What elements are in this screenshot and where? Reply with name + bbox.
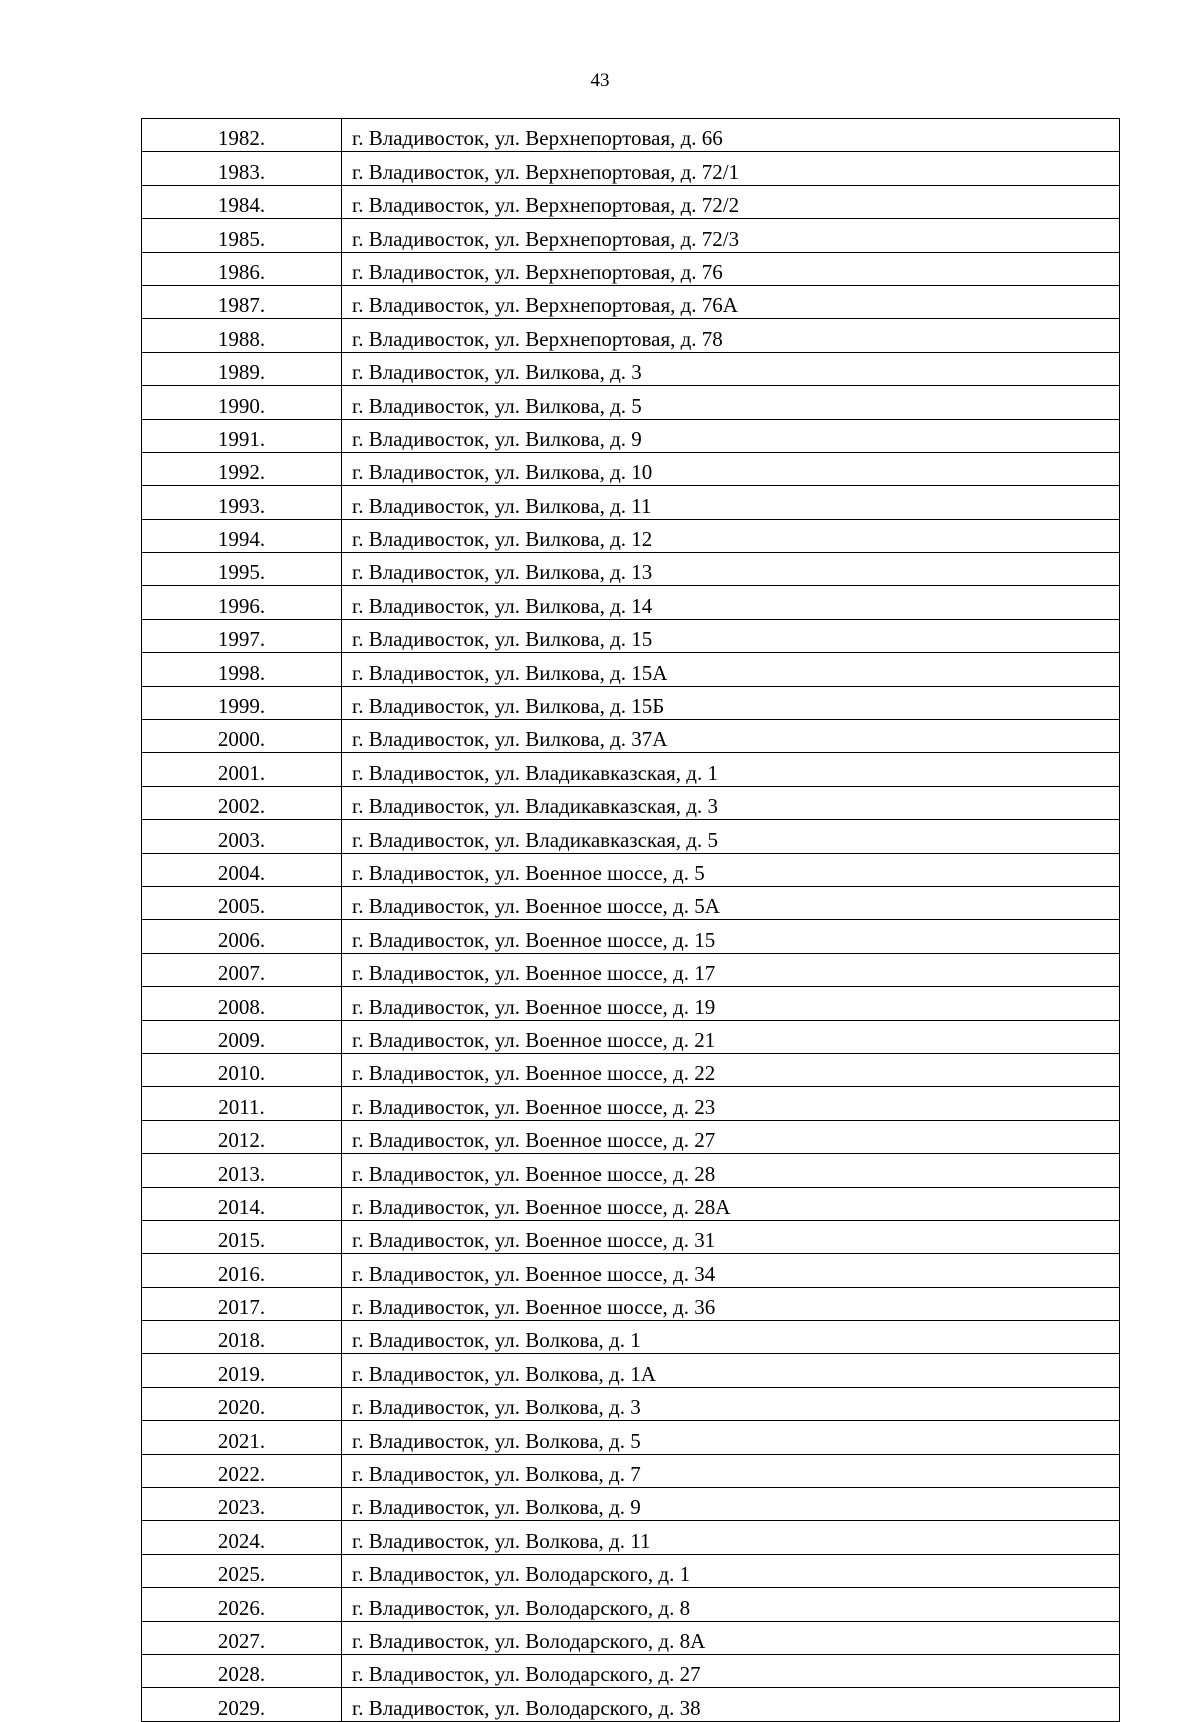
address-cell: г. Владивосток, ул. Военное шоссе, д. 36 <box>342 1287 1120 1320</box>
row-number-cell: 2011. <box>142 1087 342 1120</box>
table-row <box>142 1654 1120 1687</box>
row-number-cell: 2015. <box>142 1220 342 1253</box>
row-number-cell: 2014. <box>142 1187 342 1220</box>
address-cell: г. Владивосток, ул. Володарского, д. 38 <box>342 1688 1120 1721</box>
row-number-cell: 2026. <box>142 1588 342 1621</box>
address-cell: г. Владивосток, ул. Волкова, д. 7 <box>342 1454 1120 1487</box>
table-row <box>142 1187 1120 1220</box>
address-cell: г. Владивосток, ул. Военное шоссе, д. 21 <box>342 1020 1120 1053</box>
table-row <box>142 1087 1120 1120</box>
address-cell: г. Владивосток, ул. Военное шоссе, д. 23 <box>342 1087 1120 1120</box>
address-cell: г. Владивосток, ул. Военное шоссе, д. 22 <box>342 1053 1120 1086</box>
row-number-cell: 1986. <box>142 252 342 285</box>
row-number-cell: 1990. <box>142 386 342 419</box>
table-row <box>142 653 1120 686</box>
table-row <box>142 1287 1120 1320</box>
address-cell: г. Владивосток, ул. Волкова, д. 3 <box>342 1387 1120 1420</box>
address-cell: г. Владивосток, ул. Военное шоссе, д. 17 <box>342 953 1120 986</box>
address-cell: г. Владивосток, ул. Верхнепортовая, д. 72/1 <box>342 152 1120 185</box>
address-cell: г. Владивосток, ул. Вилкова, д. 5 <box>342 386 1120 419</box>
table-row <box>142 1354 1120 1387</box>
row-number-cell: 2008. <box>142 987 342 1020</box>
address-cell: г. Владивосток, ул. Военное шоссе, д. 31 <box>342 1220 1120 1253</box>
table-row <box>142 1521 1120 1554</box>
row-number-cell: 2006. <box>142 920 342 953</box>
table-row <box>142 252 1120 285</box>
row-number-cell: 1996. <box>142 586 342 619</box>
table-row <box>142 1554 1120 1587</box>
address-cell: г. Владивосток, ул. Военное шоссе, д. 28А <box>342 1187 1120 1220</box>
table-row <box>142 319 1120 352</box>
address-cell: г. Владивосток, ул. Волкова, д. 1 <box>342 1321 1120 1354</box>
table-row <box>142 152 1120 185</box>
row-number-cell: 1985. <box>142 219 342 252</box>
address-cell: г. Владивосток, ул. Военное шоссе, д. 28 <box>342 1154 1120 1187</box>
address-cell: г. Владивосток, ул. Военное шоссе, д. 5 <box>342 853 1120 886</box>
table-row <box>142 1020 1120 1053</box>
row-number-cell: 2023. <box>142 1488 342 1521</box>
table-row <box>142 686 1120 719</box>
address-cell: г. Владивосток, ул. Володарского, д. 27 <box>342 1654 1120 1687</box>
row-number-cell: 2010. <box>142 1053 342 1086</box>
address-cell: г. Владивосток, ул. Военное шоссе, д. 27 <box>342 1120 1120 1153</box>
address-cell: г. Владивосток, ул. Верхнепортовая, д. 76 <box>342 252 1120 285</box>
table-row <box>142 753 1120 786</box>
address-cell: г. Владивосток, ул. Вилкова, д. 13 <box>342 553 1120 586</box>
address-table <box>141 118 1120 1722</box>
row-number-cell: 2005. <box>142 886 342 919</box>
row-number-cell: 1984. <box>142 185 342 218</box>
table-row <box>142 1321 1120 1354</box>
table-row <box>142 1588 1120 1621</box>
table-row <box>142 519 1120 552</box>
address-cell: г. Владивосток, ул. Вилкова, д. 15А <box>342 653 1120 686</box>
address-cell: г. Владивосток, ул. Вилкова, д. 37А <box>342 720 1120 753</box>
address-cell: г. Владивосток, ул. Вилкова, д. 12 <box>342 519 1120 552</box>
address-cell: г. Владивосток, ул. Волкова, д. 11 <box>342 1521 1120 1554</box>
table-row <box>142 386 1120 419</box>
row-number-cell: 2018. <box>142 1321 342 1354</box>
table-row <box>142 1488 1120 1521</box>
table-row <box>142 886 1120 919</box>
table-row <box>142 786 1120 819</box>
row-number-cell: 1994. <box>142 519 342 552</box>
table-row <box>142 1220 1120 1253</box>
table-row <box>142 352 1120 385</box>
table-row <box>142 1053 1120 1086</box>
table-row <box>142 219 1120 252</box>
address-cell: г. Владивосток, ул. Вилкова, д. 3 <box>342 352 1120 385</box>
row-number-cell: 2016. <box>142 1254 342 1287</box>
row-number-cell: 1982. <box>142 119 342 152</box>
address-cell: г. Владивосток, ул. Волкова, д. 1А <box>342 1354 1120 1387</box>
row-number-cell: 2025. <box>142 1554 342 1587</box>
row-number-cell: 2017. <box>142 1287 342 1320</box>
table-row <box>142 1387 1120 1420</box>
address-cell: г. Владивосток, ул. Володарского, д. 8 <box>342 1588 1120 1621</box>
row-number-cell: 1983. <box>142 152 342 185</box>
address-cell: г. Владивосток, ул. Владикавказская, д. 1 <box>342 753 1120 786</box>
table-row <box>142 1621 1120 1654</box>
table-row <box>142 820 1120 853</box>
row-number-cell: 2024. <box>142 1521 342 1554</box>
row-number-cell: 2012. <box>142 1120 342 1153</box>
table-row <box>142 720 1120 753</box>
table-row <box>142 1421 1120 1454</box>
address-cell: г. Владивосток, ул. Вилкова, д. 9 <box>342 419 1120 452</box>
row-number-cell: 1992. <box>142 452 342 485</box>
row-number-cell: 2000. <box>142 720 342 753</box>
address-cell: г. Владивосток, ул. Владикавказская, д. 3 <box>342 786 1120 819</box>
page-number: 43 <box>590 70 610 91</box>
row-number-cell: 2001. <box>142 753 342 786</box>
address-cell: г. Владивосток, ул. Вилкова, д. 15 <box>342 619 1120 652</box>
address-cell: г. Владивосток, ул. Военное шоссе, д. 5А <box>342 886 1120 919</box>
row-number-cell: 1997. <box>142 619 342 652</box>
address-cell: г. Владивосток, ул. Верхнепортовая, д. 72/2 <box>342 185 1120 218</box>
table-row <box>142 486 1120 519</box>
row-number-cell: 2002. <box>142 786 342 819</box>
row-number-cell: 2020. <box>142 1387 342 1420</box>
row-number-cell: 2028. <box>142 1654 342 1687</box>
table-row <box>142 853 1120 886</box>
row-number-cell: 2022. <box>142 1454 342 1487</box>
row-number-cell: 2009. <box>142 1020 342 1053</box>
address-cell: г. Владивосток, ул. Военное шоссе, д. 15 <box>342 920 1120 953</box>
table-row <box>142 185 1120 218</box>
row-number-cell: 1991. <box>142 419 342 452</box>
row-number-cell: 1998. <box>142 653 342 686</box>
row-number-cell: 2029. <box>142 1688 342 1721</box>
row-number-cell: 2027. <box>142 1621 342 1654</box>
table-row <box>142 285 1120 318</box>
table-row <box>142 987 1120 1020</box>
table-row <box>142 452 1120 485</box>
row-number-cell: 1988. <box>142 319 342 352</box>
row-number-cell: 2003. <box>142 820 342 853</box>
row-number-cell: 1989. <box>142 352 342 385</box>
address-cell: г. Владивосток, ул. Верхнепортовая, д. 66 <box>342 119 1120 152</box>
address-cell: г. Владивосток, ул. Военное шоссе, д. 34 <box>342 1254 1120 1287</box>
row-number-cell: 1995. <box>142 553 342 586</box>
row-number-cell: 2007. <box>142 953 342 986</box>
table-row <box>142 1154 1120 1187</box>
table-row <box>142 553 1120 586</box>
table-row <box>142 1454 1120 1487</box>
row-number-cell: 1993. <box>142 486 342 519</box>
table-row <box>142 619 1120 652</box>
table-row <box>142 419 1120 452</box>
table-row <box>142 1120 1120 1153</box>
address-cell: г. Владивосток, ул. Вилкова, д. 11 <box>342 486 1120 519</box>
table-row <box>142 953 1120 986</box>
address-cell: г. Владивосток, ул. Верхнепортовая, д. 72/3 <box>342 219 1120 252</box>
address-cell: г. Владивосток, ул. Верхнепортовая, д. 78 <box>342 319 1120 352</box>
row-number-cell: 2004. <box>142 853 342 886</box>
address-table-body <box>142 119 1120 1722</box>
row-number-cell: 1999. <box>142 686 342 719</box>
address-cell: г. Владивосток, ул. Вилкова, д. 14 <box>342 586 1120 619</box>
address-cell: г. Владивосток, ул. Вилкова, д. 10 <box>342 452 1120 485</box>
table-row <box>142 1688 1120 1721</box>
address-cell: г. Владивосток, ул. Володарского, д. 8А <box>342 1621 1120 1654</box>
row-number-cell: 1987. <box>142 285 342 318</box>
address-cell: г. Владивосток, ул. Волкова, д. 5 <box>342 1421 1120 1454</box>
table-row <box>142 586 1120 619</box>
row-number-cell: 2013. <box>142 1154 342 1187</box>
table-row <box>142 920 1120 953</box>
address-cell: г. Владивосток, ул. Верхнепортовая, д. 76А <box>342 285 1120 318</box>
address-cell: г. Владивосток, ул. Военное шоссе, д. 19 <box>342 987 1120 1020</box>
table-row <box>142 119 1120 152</box>
table-row <box>142 1254 1120 1287</box>
address-cell: г. Владивосток, ул. Володарского, д. 1 <box>342 1554 1120 1587</box>
row-number-cell: 2021. <box>142 1421 342 1454</box>
address-cell: г. Владивосток, ул. Волкова, д. 9 <box>342 1488 1120 1521</box>
row-number-cell: 2019. <box>142 1354 342 1387</box>
address-cell: г. Владивосток, ул. Владикавказская, д. 5 <box>342 820 1120 853</box>
address-cell: г. Владивосток, ул. Вилкова, д. 15Б <box>342 686 1120 719</box>
